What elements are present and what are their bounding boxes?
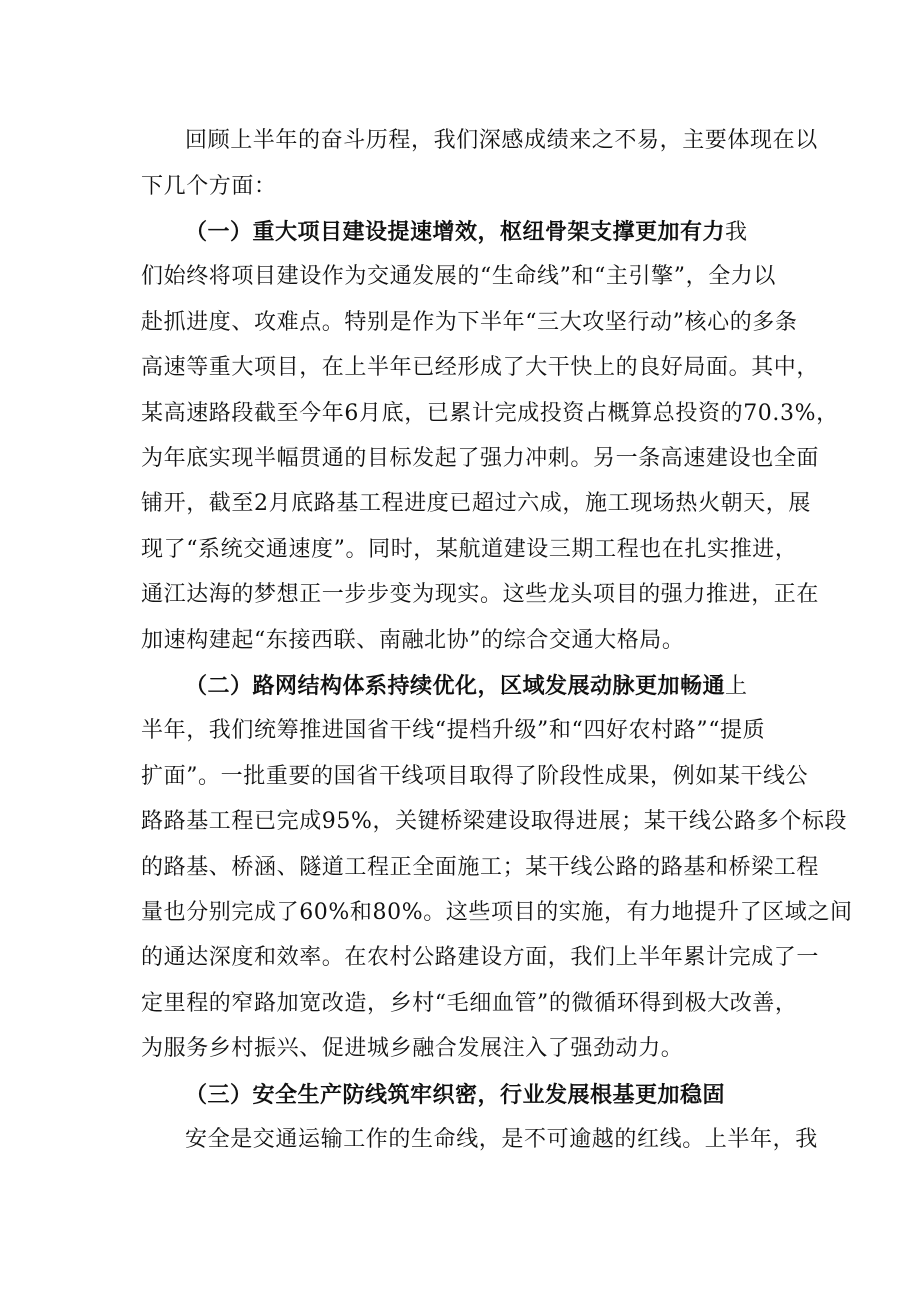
section-heading-2 bbox=[185, 672, 835, 701]
section-heading-1 bbox=[185, 218, 835, 247]
section-1-line-7: 现了“系统交通速度”。同时，某航道建设三期工程也在扎实推进， bbox=[141, 537, 798, 562]
paragraph-intro-line-1: 回顾上半年的奋斗历程，我们深感成绩来之不易，主要体现在以 bbox=[185, 128, 818, 153]
section-1-line-1: 们始终将项目建设作为交通发展的“生命线”和“主引擎”，全力以 bbox=[141, 264, 776, 289]
section-2-line-4: 的路基、桥涵、隧道工程正全面施工；某干线公路的路基和桥梁工程 bbox=[141, 855, 820, 880]
section-2-line-6: 的通达深度和效率。在农村公路建设方面，我们上半年累计完成了一 bbox=[141, 945, 820, 970]
paragraph-intro-line-2: 下几个方面： bbox=[141, 174, 277, 199]
section-2-line-3: 路路基工程已完成95%，关键桥梁建设取得进展；某干线公路多个标段 bbox=[141, 809, 848, 834]
section-2-line-7: 定里程的窄路加宽改造，乡村“毛细血管”的微循环得到极大改善， bbox=[141, 991, 798, 1016]
section-2-line-5: 量也分别完成了60%和80%。这些项目的实施，有力地提升了区域之间 bbox=[141, 900, 853, 925]
section-heading-3: （三）安全生产防线筑牢织密，行业发展根基更加稳固 bbox=[185, 1082, 726, 1108]
section-heading-2-tail: 上 bbox=[725, 674, 748, 699]
section-1-line-5: 为年底实现半幅贯通的目标发起了强力冲刺。另一条高速建设也全面 bbox=[141, 446, 820, 471]
section-heading-2-title: （二）路网结构体系持续优化，区域发展动脉更加畅通 bbox=[185, 673, 726, 699]
section-heading-1-tail: 我 bbox=[725, 220, 748, 245]
section-1-line-8: 通江达海的梦想正一步步变为现实。这些龙头项目的强力推进，正在 bbox=[141, 582, 820, 607]
section-heading-1-title: （一）重大项目建设提速增效，枢纽骨架支撑更加有力 bbox=[185, 219, 726, 245]
section-1-line-9: 加速构建起“东接西联、南融北协”的综合交通大格局。 bbox=[141, 628, 685, 653]
section-2-line-1: 半年，我们统筹推进国省干线“提档升级”和“四好农村路”“提质 bbox=[141, 718, 766, 743]
section-2-line-2: 扩面”。一批重要的国省干线项目取得了阶段性成果，例如某干线公 bbox=[141, 764, 809, 789]
section-2-line-8: 为服务乡村振兴、促进城乡融合发展注入了强劲动力。 bbox=[141, 1036, 684, 1061]
section-1-line-6: 铺开，截至2月底路基工程进度已超过六成，施工现场热火朝天，展 bbox=[141, 491, 811, 516]
section-1-line-2: 赴抓进度、攻难点。特别是作为下半年“三大攻坚行动”核心的多条 bbox=[141, 310, 798, 335]
section-1-line-3: 高速等重大项目，在上半年已经形成了大干快上的良好局面。其中， bbox=[141, 355, 820, 380]
section-1-line-4: 某高速路段截至今年6月底，已累计完成投资占概算总投资的70.3%， bbox=[141, 401, 839, 426]
section-3-line-1: 安全是交通运输工作的生命线，是不可逾越的红线。上半年，我 bbox=[185, 1127, 818, 1152]
